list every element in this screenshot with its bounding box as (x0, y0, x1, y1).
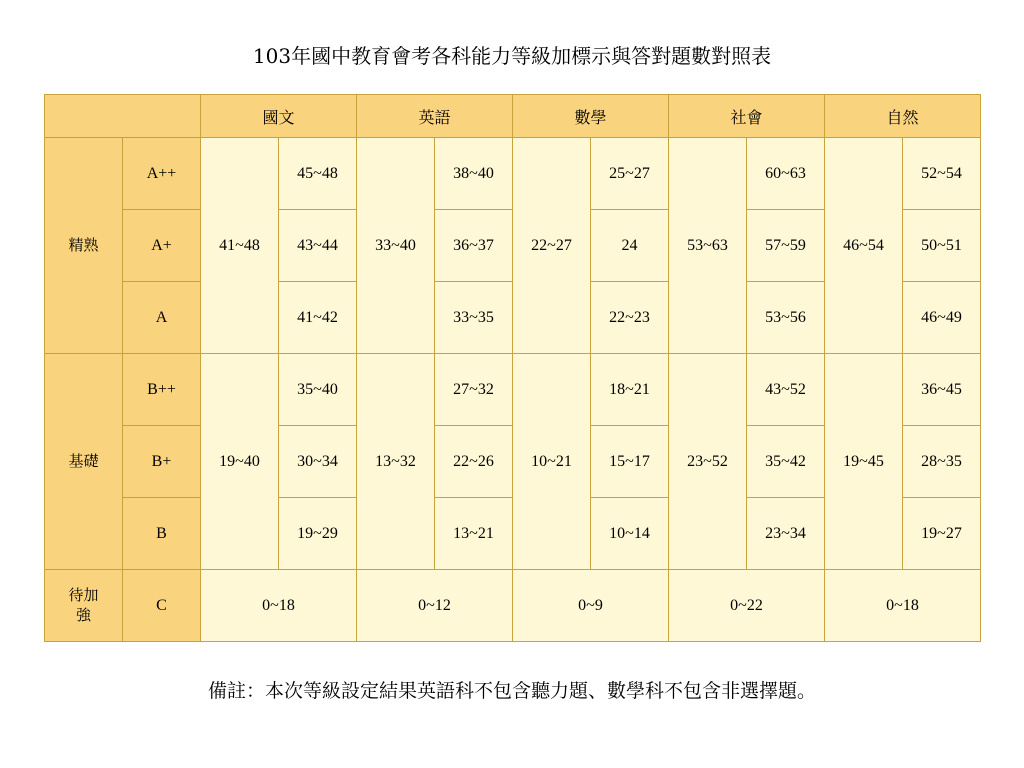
grade-table (44, 94, 981, 642)
subject-header-math: 數學 (513, 95, 669, 138)
level-label: C (123, 570, 201, 642)
level-label: B++ (123, 354, 201, 426)
score-cell-c-social: 0~22 (669, 570, 825, 642)
score-cell: 38~40 (435, 138, 513, 210)
header-corner (45, 95, 201, 138)
level-label: A++ (123, 138, 201, 210)
score-cell-c-math: 0~9 (513, 570, 669, 642)
score-cell: 23~34 (747, 498, 825, 570)
score-cell: 57~59 (747, 210, 825, 282)
range-science-basic: 19~45 (825, 354, 903, 570)
score-cell: 43~44 (279, 210, 357, 282)
level-label: A (123, 282, 201, 354)
range-science-proficient: 46~54 (825, 138, 903, 354)
score-cell: 53~56 (747, 282, 825, 354)
score-cell: 36~45 (903, 354, 981, 426)
score-cell: 35~40 (279, 354, 357, 426)
score-cell: 41~42 (279, 282, 357, 354)
range-social-basic: 23~52 (669, 354, 747, 570)
table-row (45, 354, 981, 426)
score-cell-c-chinese: 0~18 (201, 570, 357, 642)
range-math-basic: 10~21 (513, 354, 591, 570)
score-cell: 28~35 (903, 426, 981, 498)
score-cell: 45~48 (279, 138, 357, 210)
score-cell: 22~23 (591, 282, 669, 354)
footnote: 備註：本次等級設定結果英語科不包含聽力題、數學科不包含非選擇題。 (207, 680, 816, 702)
score-cell: 46~49 (903, 282, 981, 354)
score-cell: 30~34 (279, 426, 357, 498)
score-cell: 15~17 (591, 426, 669, 498)
score-cell: 25~27 (591, 138, 669, 210)
subject-header-science: 自然 (825, 95, 981, 138)
range-english-proficient: 33~40 (357, 138, 435, 354)
table-row (45, 570, 981, 642)
score-cell: 13~21 (435, 498, 513, 570)
score-cell: 60~63 (747, 138, 825, 210)
score-cell-c-english: 0~12 (357, 570, 513, 642)
subject-header-english: 英語 (357, 95, 513, 138)
score-cell: 43~52 (747, 354, 825, 426)
level-label: B+ (123, 426, 201, 498)
category-basic: 基礎 (45, 354, 123, 570)
score-cell: 22~26 (435, 426, 513, 498)
score-cell: 10~14 (591, 498, 669, 570)
score-cell: 19~29 (279, 498, 357, 570)
score-cell: 27~32 (435, 354, 513, 426)
page-title: 103年國中教育會考各科能力等級加標示與答對題數對照表 (252, 44, 772, 68)
subject-header-social: 社會 (669, 95, 825, 138)
score-cell: 18~21 (591, 354, 669, 426)
score-cell: 50~51 (903, 210, 981, 282)
level-label: A+ (123, 210, 201, 282)
score-cell-c-science: 0~18 (825, 570, 981, 642)
score-cell: 19~27 (903, 498, 981, 570)
score-cell: 33~35 (435, 282, 513, 354)
subject-header-chinese: 國文 (201, 95, 357, 138)
category-proficient: 精熟 (45, 138, 123, 354)
range-social-proficient: 53~63 (669, 138, 747, 354)
category-improve: 待加強 (45, 570, 123, 642)
score-cell: 35~42 (747, 426, 825, 498)
range-math-proficient: 22~27 (513, 138, 591, 354)
level-label: B (123, 498, 201, 570)
table-row (45, 138, 981, 210)
score-cell: 24 (591, 210, 669, 282)
score-cell: 52~54 (903, 138, 981, 210)
range-chinese-proficient: 41~48 (201, 138, 279, 354)
range-chinese-basic: 19~40 (201, 354, 279, 570)
range-english-basic: 13~32 (357, 354, 435, 570)
score-cell: 36~37 (435, 210, 513, 282)
